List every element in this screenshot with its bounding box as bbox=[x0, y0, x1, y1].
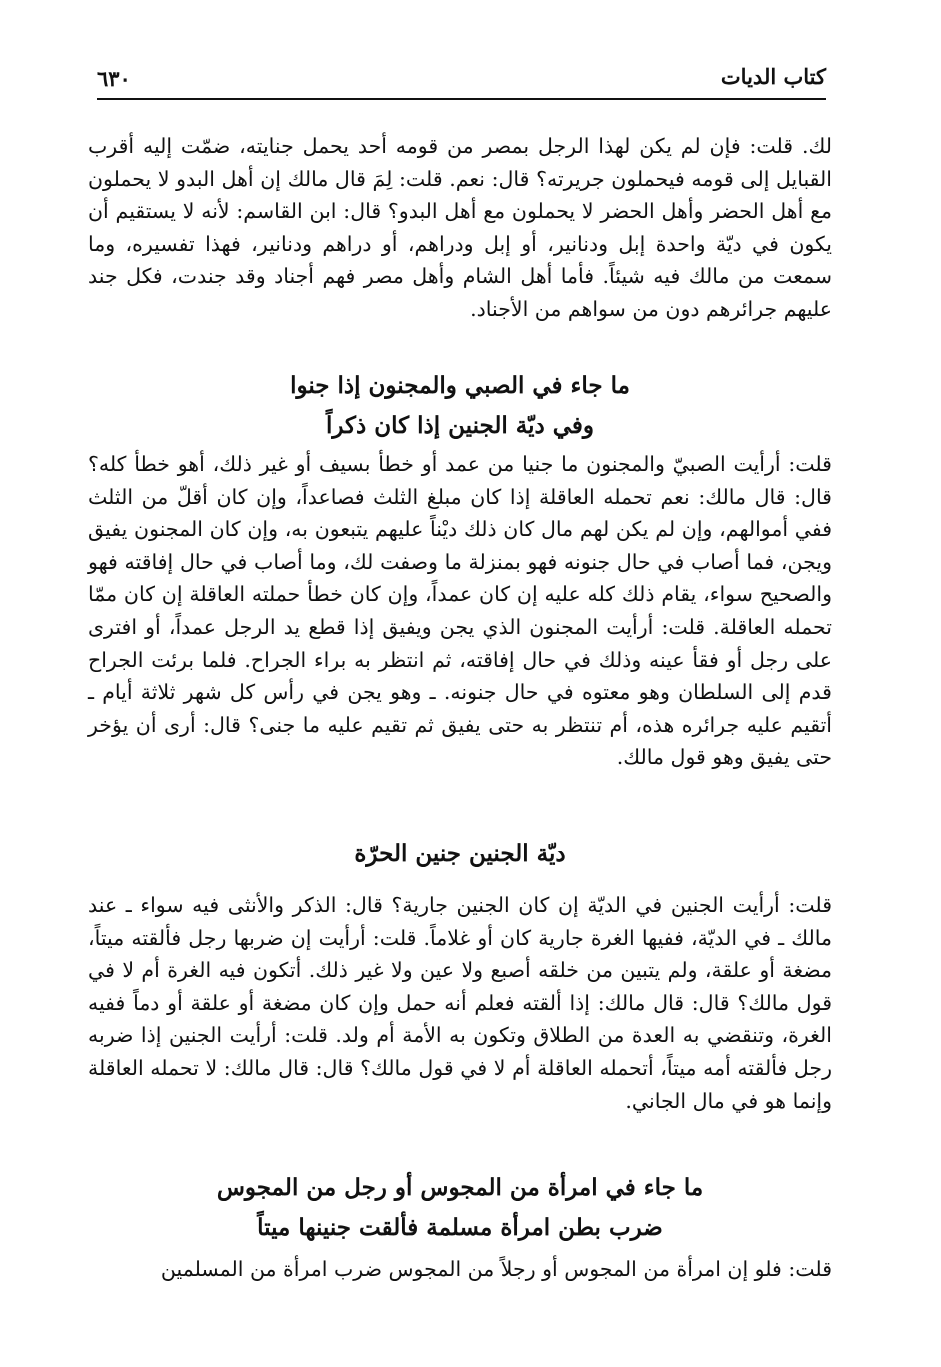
section-heading-1-line-2: وفي ديّة الجنين إذا كان ذكراً bbox=[325, 412, 595, 439]
section-heading-2: ديّة الجنين جنين الحرّة bbox=[354, 840, 566, 867]
paragraph-2: قلت: أرأيت الصبيّ والمجنون ما جنيا من عمد أو خطأ بسيف أو غير ذلك، أهو خطأ كله؟ قال: قال مالك: نعم تحمله العاقلة إذا كان مبلغ الثلث فصاعداً، وإن كان أقلّ من الثلث ففي أموالهم، وإن لم يكن لهم مال كان ذلك ديْناً عليهم يتبعون به، وإن كان المجنون يفيق ويجن، فما أصاب في حال جنونه فهو بمنزلة ما وصفت لك، وما أصاب في حال إفاقته فهو والصحيح سواء، يقام ذلك كله عليه إن كان عمداً، وإن كان خطأ حملته العاقلة إن كان ممّا تحمله العاقلة. قلت: أرأيت المجنون الذي يجن ويفيق إذا قطع يد الرجل عمداً، أو افترى على رجل أو فقأ عينه وذلك في حال إفاقته، ثم انتظر به براء الجراح. فلما برئت الجراح قدم إلى السلطان وهو معتوه في حال جنونه. ـ وهو يجن في رأس كل شهر ثلاثة أيام ـ أتقيم عليه جرائره هذه، أم تنتظر به حتى يفيق ثم تقيم عليه ما جنى؟ قال: أرى أن يؤخر حتى يفيق وهو قول مالك. bbox=[88, 452, 832, 770]
paragraph-4: قلت: فلو إن امرأة من المجوس أو رجلاً من المجوس ضرب امرأة من المسلمين bbox=[160, 1257, 832, 1281]
section-heading-1-line-1: ما جاء في الصبي والمجنون إذا جنوا bbox=[290, 372, 630, 399]
section-heading-3-line-1: ما جاء في امرأة من المجوس أو رجل من المجوس bbox=[216, 1174, 704, 1201]
running-title: كتاب الديات bbox=[720, 64, 826, 89]
paragraph-3: قلت: أرأيت الجنين في الديّة إن كان الجنين جارية؟ قال: الذكر والأنثى فيه سواء ـ عند مالك ـ في الديّة، ففيها الغرة جارية كان أو غلاماً. قلت: أرأيت إن ضربها رجل فألقته ميتاً، مضغة أو علقة، ولم يتبين من خلقه أصبع ولا عين ولا غير ذلك. أتكون فيه الغرة أم لا في قول مالك؟ قال: قال مالك: إذا ألقته فعلم أنه حمل وإن كان مضغة أو علقة أو دماً ففيه الغرة، وتنقضي به العدة من الطلاق وتكون به الأمة أم ولد. قلت: أرأيت الجنين إذا ضربه رجل فألقته أمه ميتاً، أتحمله العاقلة أم لا في قول مالك؟ قال: قال مالك: لا تحمله العاقلة وإنما هو في مال الجاني. bbox=[88, 893, 832, 1113]
page-header bbox=[97, 60, 826, 100]
page-number: ٦٣٠ bbox=[97, 66, 131, 91]
paragraph-1: لك. قلت: فإن لم يكن لهذا الرجل بمصر من قومه أحد يحمل جنايته، ضمّت إليه أقرب القبايل إلى قومه فيحملون جريرته؟ قال: نعم. قلت: لِمَ قال مالك إن أهل البدو لا يحملون مع أهل الحضر وأهل الحضر لا يحملون مع أهل البدو؟ قال: ابن القاسم: لأنه لا يستقيم أن يكون في ديّة واحدة إبل ودنانير، أو إبل ودراهم، أو دراهم ودنانير، فهذا تفسيره، وما سمعت من مالك فيه شيئاً. فأما أهل الشام وأهل مصر فهم أجناد وقد جندت، فكل جند عليهم جرائرهم دون من سواهم من الأجناد. bbox=[88, 134, 832, 321]
section-heading-3-line-2: ضرب بطن امرأة مسلمة فألقت جنينها ميتاً bbox=[257, 1214, 663, 1241]
